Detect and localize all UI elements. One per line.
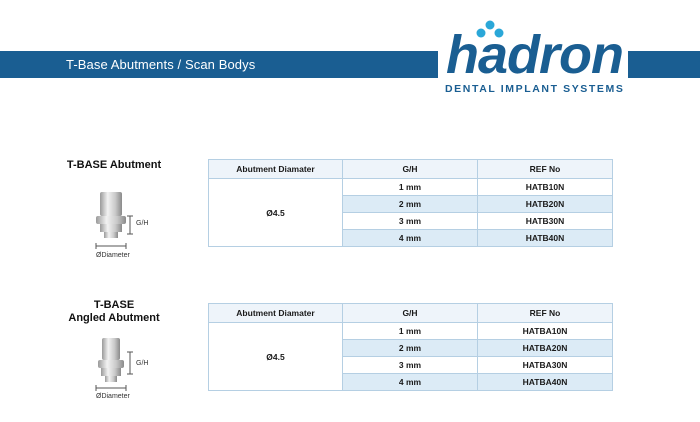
column-header: G/H [343, 160, 478, 179]
ref-cell: HATB30N [478, 213, 613, 230]
diameter-label: ØDiameter [96, 252, 130, 259]
gh-cell: 2 mm [343, 196, 478, 213]
tbase-spec-table [208, 159, 613, 247]
section-title-tbase [62, 159, 166, 172]
table-row [209, 323, 613, 340]
gh-cell: 4 mm [343, 230, 478, 247]
ref-cell: HATBA20N [478, 340, 613, 357]
diameter-cell: Ø4.5 [209, 179, 343, 247]
section-title-line1: T-BASE [93, 299, 135, 311]
logo-wordmark: hadron [446, 25, 623, 85]
section-title-text: T-BASE Abutment [66, 159, 162, 171]
ref-cell: HATBA40N [478, 374, 613, 391]
column-header: Abutment Diamater [209, 160, 343, 179]
height-label: G/H [136, 220, 149, 227]
height-label: G/H [136, 360, 149, 367]
table-row [209, 179, 613, 196]
table-header-row [209, 160, 613, 179]
ref-cell: HATB20N [478, 196, 613, 213]
column-header: G/H [343, 304, 478, 323]
diameter-cell: Ø4.5 [209, 323, 343, 391]
column-header: REF No [478, 160, 613, 179]
diameter-label: ØDiameter [96, 393, 130, 400]
ref-cell: HATB10N [478, 179, 613, 196]
column-header: Abutment Diamater [209, 304, 343, 323]
gh-cell: 4 mm [343, 374, 478, 391]
logo-subtitle: DENTAL IMPLANT SYSTEMS [445, 83, 625, 95]
gh-cell: 2 mm [343, 340, 478, 357]
ref-cell: HATB40N [478, 230, 613, 247]
tbase-angled-spec-table [208, 303, 613, 391]
section-title-line2: Angled Abutment [68, 312, 160, 324]
gh-cell: 1 mm [343, 179, 478, 196]
gh-cell: 3 mm [343, 357, 478, 374]
gh-cell: 1 mm [343, 323, 478, 340]
column-header: REF No [478, 304, 613, 323]
section-title-angled [62, 299, 166, 325]
table-header-row [209, 304, 613, 323]
page-title: T-Base Abutments / Scan Bodys [66, 57, 256, 72]
ref-cell: HATBA10N [478, 323, 613, 340]
gh-cell: 3 mm [343, 213, 478, 230]
ref-cell: HATBA30N [478, 357, 613, 374]
